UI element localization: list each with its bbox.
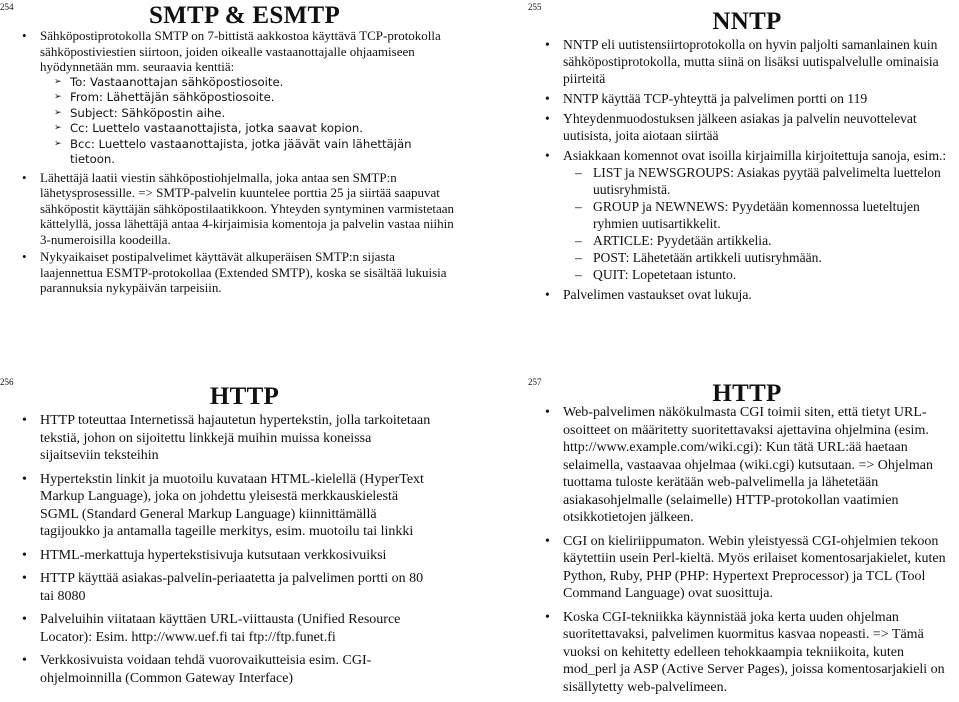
bullet-http-url: • Palveluihin viitataan käyttäen URL-viittausta (Unified Resource Locator): Esim. http://www.uef.fi tai ftp://ftp.funet.fi (22, 611, 432, 646)
bullet-nntp-commands: • Asiakkaan komennot ovat isoilla kirjaimilla kirjoitettuja sanoja, esim.: – LIST ja NEWSGROUPS: Asiakas pyytää palvelimelta luettelon uutisryhmistä. – GROUP ja NEWNEWS: Pyydetään komennossa lueteltujen ryhmien uutisartikkelit. – ARTICLE: Pyydetään artikkelia. – POST: Lähetetään artikkeli uutisryhmään. – QUIT: Lopetetaan istunto. (545, 147, 955, 283)
command-list-item: – LIST ja NEWSGROUPS: Asiakas pyytää palvelimelta luettelon uutisryhmistä. (563, 164, 955, 198)
slide-nntp (528, 0, 959, 340)
bullet-http-webpages: • HTML-merkattuja hypertekstisivuja kutsutaan verkkosivuiksi (22, 547, 432, 565)
bullet-nntp-intro: • NNTP eli uutistensiirtoprotokolla on hyvin paljolti samanlainen kuin sähköpostiprotokolla, mutta siinä on lisäksi uutispalvelulle ominaisia piirteitä (545, 36, 955, 87)
page-number: 256 (0, 377, 14, 387)
command-post-item: – POST: Lähetetään artikkeli uutisryhmään. (563, 249, 955, 266)
slide-body (22, 28, 454, 298)
bullet-nntp-responses: • Palvelimen vastaukset ovat lukuja. (545, 286, 955, 303)
bullet-http-html: • Hypertekstin linkit ja muotoilu kuvataan HTML-kielellä (HyperText Markup Language), joka on johdettu yleisestä merkkauskielestä SGML (Standard General Markup Language) kiinnittämällä tagijoukko ja antamalla tageille merkitys, esim. muotoilu tai linkki (22, 471, 432, 541)
field-list (40, 75, 454, 168)
bullet-smtp-intro: • Sähköpostiprotokolla SMTP on 7-bittistä aakkostoa käyttävä TCP-protokolla sähköpostiviestien siirtoon, joiden oikealle vastaanottajalle ohjaamiseen hyödynnetään mm. seuraavia kenttiä: ➢ To: Vastaanottajan sähköpostiosoite. ➢ From: Lähettäjän sähköpostiosoite. ➢ Subject: Sähköpostin aihe. ➢ Cc: Luettelo vastaanottajista, jotka saavat kopion. ➢ Bcc: Luettelo vastaanottajista, jotka jäävät vain lähettäjän tietoon. (22, 28, 454, 168)
bullet-nntp-negotiation: • Yhteydenmuodostuksen jälkeen asiakas ja palvelin neuvottelevat uutisista, joita aiotaan siirtää (545, 110, 955, 144)
bullet-http-hypertext: • HTTP toteuttaa Internetissä hajautetun hypertekstin, jolla tarkoitetaan tekstiä, johon on sijoitettu linkkejä muihin muissa koneissa sijaitseviin teksteihin (22, 412, 432, 465)
bullet-http-cgi: • Verkkosivuista voidaan tehdä vuorovaikutteisia esim. CGI-ohjelmoinnilla (Common Gateway Interface) (22, 652, 432, 687)
field-cc: ➢ Cc: Luettelo vastaanottajista, jotka saavat kopion. (40, 121, 454, 137)
bullet-cgi-performance: • Koska CGI-tekniikka käynnistää joka kerta uuden ohjelman suoritettavaksi, palvelimen kuormitus kasvaa nopeasti. => Tämä vuoksi on kehitetty edelleen tehokkaampia tekniikoita, kuten mod_perl ja ASP (Active Server Pages), joissa komentosarjakieli on sisällytetty web-palvelimeen. (545, 609, 957, 697)
field-bcc: ➢ Bcc: Luettelo vastaanottajista, jotka jäävät vain lähettäjän tietoon. (40, 137, 454, 168)
page-number: 254 (0, 2, 14, 12)
page-number: 255 (528, 2, 542, 12)
field-from: ➢ From: Lähettäjän sähköpostiosoite. (40, 90, 454, 106)
slide-title: SMTP & ESMTP (148, 2, 341, 29)
page-number: 257 (528, 377, 542, 387)
slide-title: HTTP (209, 383, 280, 410)
slide-title: HTTP (712, 380, 782, 407)
field-to: ➢ To: Vastaanottajan sähköpostiosoite. (40, 75, 454, 91)
bullet-nntp-port: • NNTP käyttää TCP-yhteyttä ja palvelimen portti on 119 (545, 90, 955, 107)
slide-body (22, 412, 432, 693)
slide-http-2 (528, 375, 959, 695)
bullet-smtp-process: • Lähettäjä laatii viestin sähköpostiohjelmalla, joka antaa sen SMTP:n lähetysprosessille. => SMTP-palvelin kuuntelee porttia 25 ja siirtää saapuvat sähköpostit käyttäjän sähköpostilaatikkoon. Yhteyden syntyminen varmistetaan kättelyllä, jossa lähettäjä antaa 4-kirjaimisia komentoja ja palvelin vastaa niihin 3-numeroisilla koodeilla. (22, 170, 454, 248)
bullet-esmtp: • Nykyaikaiset postipalvelimet käyttävät alkuperäisen SMTP:n sijasta laajennettua ESMTP-protokollaa (Extended SMTP), koska se sisältää lukuisia parannuksia nykypäivän tarpeisiin. (22, 249, 454, 296)
bullet-cgi-urls: • Web-palvelimen näkökulmasta CGI toimii siten, että tietyt URL-osoitteet on määritetty suoritettavaksi ajettavina ohjelmina (esim. http://www.example.com/wiki.cgi): Kun tätä URL:ää haetaan selaimella, vastaavaa ohjelmaa (wiki.cgi) kutsutaan. => Ohjelman tuottama tuloste kerätään web-palvelimella ja lähetetään asiakasohjelmalle (selaimelle) HTTP-protokollan vaatimien otsikkotietojen jälkeen. (545, 404, 957, 527)
bullet-http-port: • HTTP käyttää asiakas-palvelin-periaatetta ja palvelimen portti on 80 tai 8080 (22, 570, 432, 605)
command-article-item: – ARTICLE: Pyydetään artikkelia. (563, 232, 955, 249)
slide-http-1 (0, 375, 467, 688)
slide-body (545, 404, 957, 702)
command-list (563, 164, 955, 283)
slide-smtp-esmtp (0, 0, 467, 340)
slide-body (545, 36, 955, 306)
field-subject: ➢ Subject: Sähköpostin aihe. (40, 106, 454, 122)
bullet-cgi-languages: • CGI on kieliriippumaton. Webin yleistyessä CGI-ohjelmien tekoon käytettiin usein Perl-kieltä. Myös erilaiset komentosarjakielet, kuten Python, Ruby, PHP (PHP: Hypertext Preprocessor) ja TCL (Tool Command Language) ovat suosittuja. (545, 533, 957, 603)
command-group-item: – GROUP ja NEWNEWS: Pyydetään komennossa lueteltujen ryhmien uutisartikkelit. (563, 198, 955, 232)
command-quit-item: – QUIT: Lopetetaan istunto. (563, 266, 955, 283)
slide-title: NNTP (712, 8, 782, 35)
